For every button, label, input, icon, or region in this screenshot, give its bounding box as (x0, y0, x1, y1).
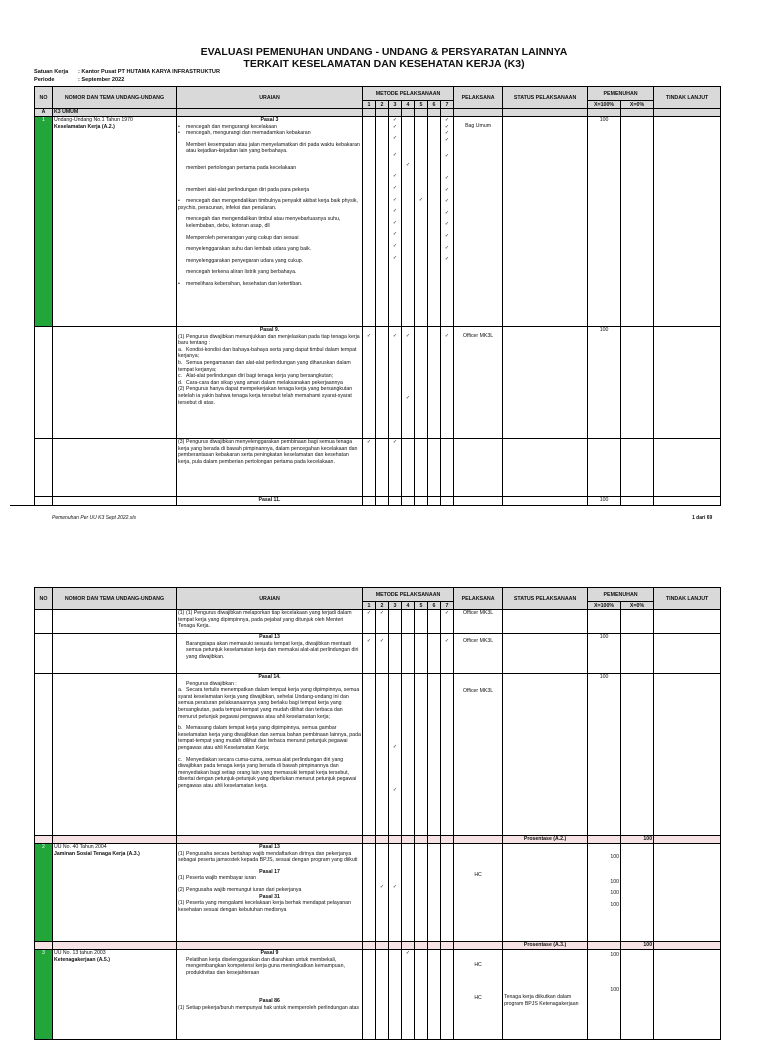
page-title-line2: TERKAIT KESELAMATAN DAN KESEHATAN KERJA (K3) (243, 58, 525, 70)
article-heading: Pasal 86 (259, 998, 280, 1005)
compliance-col-yes: X=100% (588, 101, 621, 109)
list-item: Memperoleh penerangan yang cukup dan sesuai (186, 234, 299, 241)
method-col-6: 6 (428, 101, 441, 109)
compliance-score: 100 (610, 890, 620, 897)
table-row: 2 UU No. 40 Tahun 2004 Jaminan Sosial Tenaga Kerja (A.3.) Pasal 13 (1) Pengusaha secara bertahap wajib mendaftarkan dirinya dan pekerjanya sebagai peserta jamsostek kepada BPJS, sesuai dengan program yang diikuti Pasal 17 (1) Peserta wajib membayar iuran (2) Pengusaha wajib memungut iuran dari pekerjanya Pasal 31 (1) Peserta yang mengalami kecelakaan kerja berhak mendapat pelayanan kesehatan sesuai dengan kebutuhan medisnya ✓ ✓ HC 100 100 100 100 (35, 844, 721, 942)
method-col-2: 2 (376, 101, 389, 109)
section-row (35, 109, 721, 117)
section-title: K3 UMUM (53, 109, 177, 117)
compliance-col-yes: X=100% (588, 602, 621, 610)
header-method: METODE PELAKSANAAN (363, 588, 454, 602)
header-status: STATUS PELAKSANAAN (503, 588, 588, 610)
article-heading: Pasal 17 (259, 868, 280, 875)
row-number: 3 (35, 950, 53, 1040)
header-regulation: NOMOR DAN TEMA UNDANG-UNDANG (53, 588, 177, 610)
executor: Officer MK3L (462, 610, 494, 616)
header-no: NO (35, 87, 53, 109)
percentage-row (35, 942, 721, 950)
compliance-score: 100 (610, 901, 620, 908)
method-col-5: 5 (415, 101, 428, 109)
percentage-value: 100 (621, 942, 654, 950)
method-col-6: 6 (428, 602, 441, 610)
regulation-topic: Keselamatan Kerja (A.2.) (54, 123, 115, 130)
article-heading: Pasal 14. (258, 674, 281, 680)
header-status: STATUS PELAKSANAAN (503, 87, 588, 109)
percentage-row (35, 836, 721, 844)
table-row: Pasal 14. Pengurus diwajibkan : a. Secara tertulis menempatkan dalam tempat kerja yang dipimpinnya, semua syarat keselamatan kerja yang diwajibkan, sehelai Undang-undang ini dan semua peraturan pelaksanaannya yang berlaku bagi tempat kerja yang bersangkutan, pada tempat-tempat yang mudah dilihat dan terbaca dan menurut petunjuk pegawai pengawas atau ahli keselamatan kerja; b. Memasang dalam tempat kerja yang dipimpinnya, semua gambar keselamatan kerja yang diwajibkan dan semua bahan pembinaan lainnya, pada tempat-tempat yang mudah dilihat dan terbaca menurut petunjuk pegawai pengawas atau ahli Keselamatan Kerja; c. Menyediakan secara cuma-cuma, semua alat perlindungan diri yang diwajibkan pada tenaga kerja yang berada di bawah pimpinannya dan menyediakan bagi setiap orang lain yang memasuki tempat kerja tersebut, disertai dengan petunjuk-petunjuk yang diperlukan menurut petunjuk pegawai pengawas atau ahli keselamatan kerja. ✓ ✓ Officer MK3L 100 (35, 674, 721, 836)
executor: Officer MK3L (462, 333, 494, 339)
row-number: 2 (35, 844, 53, 942)
executor: Bag Umum (465, 123, 492, 129)
compliance-score: 100 (610, 878, 620, 885)
footer-filename: Pemenuhan Per UU K3 Sept 2022.xls (52, 515, 136, 521)
regulation-name: UU No. 13 tahun 2003 (54, 950, 106, 956)
regulation-topic: Jaminan Sosial Tenaga Kerja (A.3.) (54, 850, 140, 857)
table-row: Pasal 9. (1) Pengurus diwajibkan menunjukkan dan menjelaskan pada tiap tenaga kerja baru tentang : a. Kondisi-kondisi dan bahaya-bahaya serta yang dapat timbul dalam tempat kerjanya; b. Semua pengamanan dan alat-alat perlindungan yang diharuskan dalam tempat kerjanya; c. Alat-alat perlindungan diri bagi tenaga kerja yang bersangkutan; d. Cara-cara dan sikap yang aman dalam melaksanakan pekerjaannya (2) Pengurus hanya dapat mempekerjakan tenaga kerja yang bersangkutan setelah ia yakin bahwa tenaga kerja tersebut telah memahami syarat-syarat tersebut di atas. ✓ ✓ ✓ ✓ ✓ Officer MK3L 100 (35, 327, 721, 439)
period-label: Periode (34, 77, 55, 83)
table-row: (3) Pengurus diwajibkan menyelenggarakan pembinaan bagi semua tenaga kerja yang berada di bawah pimpinannya, dalam pencegahan kecelakaan dan pemberantasan kebakaran serta peningkatan keselamatan dan kesehatan kerja, pula dalam pemberian pertolongan pertama pada kecelakaan. ✓ ✓ (35, 439, 721, 497)
percentage-label: Prosentase (A.3.) (503, 942, 588, 950)
article-heading: Pasal 11. (177, 497, 363, 506)
executor: Officer MK3L (462, 688, 494, 694)
list-item: mencegah terkena aliran listrik yang berbahaya. (186, 269, 297, 276)
compliance-table-page1 (34, 86, 721, 506)
table-row (35, 497, 721, 506)
header-description: URAIAN (177, 87, 363, 109)
header-compliance: PEMENUHAN (588, 87, 654, 101)
period-value: : September 2022 (78, 77, 125, 83)
header-compliance: PEMENUHAN (588, 588, 654, 602)
unit-label: Satuan Kerja (34, 69, 69, 75)
header-followup: TINDAK LANJUT (654, 588, 721, 610)
compliance-table-page2 (34, 587, 721, 1040)
regulation-topic: Ketenagakerjaan (A.5.) (54, 956, 110, 963)
executor: Officer MK3L (462, 638, 494, 644)
header-executor: PELAKSANA (454, 87, 503, 109)
compliance-score: 100 (610, 986, 620, 993)
method-col-4: 4 (402, 101, 415, 109)
row-number: 1 (35, 117, 53, 327)
article-heading: Pasal 3 (260, 117, 279, 123)
method-check-col5: ✓ (415, 117, 428, 327)
executor: HC (474, 872, 482, 878)
method-col-2: 2 (376, 602, 389, 610)
status-text: Tenaga kerja diikutkan dalam program BPJS Ketenagakerjaan (504, 994, 579, 1007)
table-row: (1) (1) Pengurus diwajibkan melaporkan tiap kecelakaan yang terjadi dalam tempat kerja yang dipimpinnya, pada pejabat yang ditunjuk oleh Menteri Tenaga Kerja. ✓ ✓ ✓ Officer MK3L (35, 610, 721, 634)
regulation-name: Undang-Undang No.1 Tahun 1970 (54, 117, 133, 123)
header-followup: TINDAK LANJUT (654, 87, 721, 109)
unit-value: : Kantor Pusat PT HUTAMA KARYA INFRASTRUKTUR (78, 69, 221, 75)
method-col-7: 7 (441, 101, 454, 109)
header-regulation: NOMOR DAN TEMA UNDANG-UNDANG (53, 87, 177, 109)
article-heading: Pasal 13 (259, 844, 280, 850)
compliance-score: 100 (599, 634, 609, 640)
article-heading: Pasal 31 (259, 893, 280, 900)
list-item: mencegah dan mengendalikan timbulnya penyakit akibat kerja baik physik, psychis, peracunan, infeksi dan penularan. (178, 198, 358, 211)
header-no: NO (35, 588, 53, 610)
method-col-5: 5 (415, 602, 428, 610)
method-check-col4: ✓ (402, 117, 415, 327)
list-item: mencegah dan mengurangi kecelakaan (186, 123, 277, 130)
header-executor: PELAKSANA (454, 588, 503, 610)
table-row: 1 Undang-Undang No.1 Tahun 1970 Keselamatan Kerja (A.2.) Pasal 3 • mencegah dan mengurangi kecelakaan • mencegah, mengurangi dan memadamkan kebakaran Memberi kesempatan atau jalan menyelamatkan diri pada waktu kebakaran atau kejadian-kejadian lain yang berbahaya. memberi pertolongan pertama pada kecelakaan memberi alat-alat perlindungan diri pada para pekerja • mencegah dan mengendalikan timbulnya penyakit akibat kerja baik physik, psychis, peracunan, infeksi dan penularan. mencegah dan mengendalikan timbul atau menyebarluasnya suhu, kelembaban, debu, kotoran asap, dll Memperoleh penerangan yang cukup dan sesuai menyelenggarakan suhu dan lembab udara yang baik. menyelenggarakan penyegaran udara yang cukup. mencegah terkena aliran listrik yang berbahaya. • memelihara kebersihan, kesehatan dan ketertiban. ✓ ✓ ✓ ✓ ✓ ✓ ✓ ✓ ✓ ✓ ✓ ✓ ✓ ✓ ✓ ✓ ✓ ✓ ✓ ✓ ✓ ✓ ✓ ✓ ✓ ✓ ✓ Bag Umum 100 (35, 117, 721, 327)
compliance-score: 100 (599, 674, 609, 680)
method-col-1: 1 (363, 602, 376, 610)
method-check-col3: ✓ ✓ ✓ ✓ ✓ ✓ ✓ ✓ ✓ ✓ ✓ ✓ (389, 117, 402, 327)
method-col-7: 7 (441, 602, 454, 610)
compliance-col-no: X=0% (621, 101, 654, 109)
table-row: 3 UU No. 13 tahun 2003 Ketenagakerjaan (A.5.) Pasal 9 Pelatihan kerja diselenggarakan dan diarahkan untuk membekali, mengembangkan kompetensi kerja guna meningkatkan kemampuan, produktivitas dan kesejahteraan Pasal 86 (1) Setiap pekerja/buruh mempunyai hak untuk memperoleh perlindungan atas ✓ HC HC Tenaga kerja diikutkan dalam program BPJS Ketenagakerjaan 100 100 (35, 950, 721, 1040)
method-col-3: 3 (389, 602, 402, 610)
method-col-3: 3 (389, 101, 402, 109)
table-row: Pasal 13 Barangsiapa akan memasuki sesuatu tempat kerja, diwajibkan mentaati semua petunjuk keselamatan kerja dan memakai alat-alat perlindungan diri yang diwajibkan. ✓ ✓ ✓ Officer MK3L 100 (35, 634, 721, 674)
method-check-col7: ✓ ✓ ✓ ✓ ✓ ✓ ✓ ✓ ✓ ✓ ✓ ✓ ✓ (441, 117, 454, 327)
compliance-score: 100 (588, 497, 621, 506)
list-item: Memberi kesempatan atau jalan menyelamatkan diri pada waktu kebakaran atau kejadian-kejadian lain yang berbahaya. (186, 141, 360, 155)
percentage-label: Prosentase (A.2.) (503, 836, 588, 844)
article-heading: Pasal 9 (260, 950, 279, 956)
page-title-line1: EVALUASI PEMENUHAN UNDANG - UNDANG & PERSYARATAN LAINNYA (200, 46, 568, 58)
method-col-4: 4 (402, 602, 415, 610)
method-col-1: 1 (363, 101, 376, 109)
list-item: memberi alat-alat perlindungan diri pada para pekerja (186, 186, 310, 193)
header-description: URAIAN (177, 588, 363, 610)
compliance-score: 100 (610, 854, 620, 860)
header-method: METODE PELAKSANAAN (363, 87, 454, 101)
executor: HC (474, 962, 482, 968)
compliance-col-no: X=0% (621, 602, 654, 610)
compliance-score: 100 (599, 327, 609, 333)
list-item: menyelenggarakan penyegaran udara yang cukup. (186, 257, 304, 264)
article-heading: Pasal 9. (259, 327, 280, 333)
list-item: menyelenggarakan suhu dan lembab udara yang baik. (186, 246, 312, 253)
section-no: A (35, 109, 53, 117)
list-item: memberi pertolongan pertama pada kecelakaan (186, 164, 297, 171)
article-heading: Pasal 13 (259, 634, 280, 640)
list-item: mencegah dan mengendalikan timbul atau menyebarluasnya suhu, kelembaban, debu, kotoran asap, dll (186, 216, 341, 229)
regulation-name: UU No. 40 Tahun 2004 (54, 844, 107, 850)
footer-page-number: 1 dari 69 (692, 515, 713, 521)
list-item: memelihara kebersihan, kesehatan dan ketertiban. (186, 280, 303, 287)
percentage-value: 100 (621, 836, 654, 844)
executor: HC (474, 994, 482, 1001)
compliance-score: 100 (610, 952, 620, 958)
list-item: mencegah, mengurangi dan memadamkan kebakaran (186, 130, 311, 137)
compliance-score: 100 (599, 117, 609, 123)
